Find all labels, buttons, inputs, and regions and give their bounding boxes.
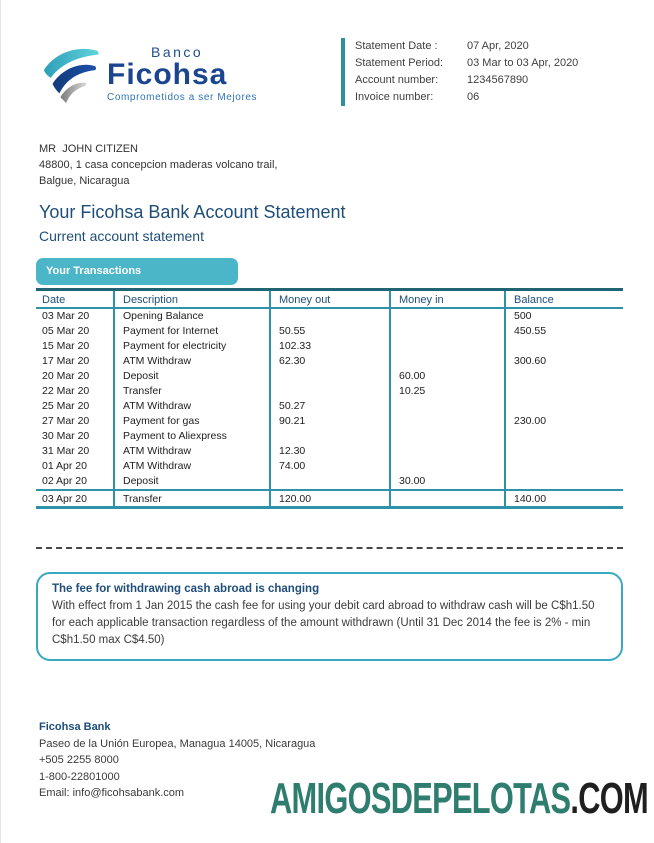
cell-description: Opening Balance xyxy=(113,309,269,324)
watermark xyxy=(270,774,648,824)
table-row-closing xyxy=(36,489,623,506)
cell-money-out xyxy=(269,384,389,399)
cell-money-in: 60.00 xyxy=(389,369,504,384)
cell-date: 17 Mar 20 xyxy=(42,355,90,367)
cell-description: Payment to Aliexpress xyxy=(113,429,269,444)
cell-balance: 300.60 xyxy=(504,354,623,369)
statement-date-label: Statement Date : xyxy=(355,40,438,52)
bank-logo-text xyxy=(107,44,257,106)
cell-money-out xyxy=(269,474,389,489)
cell-money-in xyxy=(389,429,504,444)
cell-balance xyxy=(504,369,623,384)
bank-address: Paseo de la Unión Europea, Managua 14005, Nicaragua xyxy=(39,737,316,750)
page-subtitle: Current account statement xyxy=(39,228,204,244)
cell-balance xyxy=(504,474,623,489)
table-row xyxy=(36,459,623,474)
cell-description: Transfer xyxy=(113,384,269,399)
cell-description: Payment for electricity xyxy=(113,339,269,354)
customer-address-line2: Balgue, Nicaragua xyxy=(39,175,130,187)
cell-date: 05 Mar 20 xyxy=(42,325,90,337)
cell-description: ATM Withdraw xyxy=(113,459,269,474)
cell-money-in xyxy=(389,339,504,354)
table-row xyxy=(36,399,623,414)
cell-money-out xyxy=(269,429,389,444)
bank-phone-2: 1-800-22801000 xyxy=(39,770,120,783)
cell-money-out xyxy=(269,369,389,384)
cell-date: 25 Mar 20 xyxy=(42,400,90,412)
cell-money-in xyxy=(389,399,504,414)
table-header-row xyxy=(36,291,623,309)
table-row xyxy=(36,384,623,399)
table-row xyxy=(36,369,623,384)
cell-date: 01 Apr 20 xyxy=(42,460,87,472)
customer-name: MR JOHN CITIZEN xyxy=(39,143,138,155)
account-number-row xyxy=(355,72,631,89)
fee-notice-box xyxy=(36,572,623,661)
invoice-number-value: 06 xyxy=(467,91,480,103)
statement-period-label: Statement Period: xyxy=(355,57,444,69)
fee-notice-body: With effect from 1 Jan 2015 the cash fee for using your debit card abroad to withdraw cash will be C$h1.50 for each applicable transaction regardless of the amount withdrawn (Until 31 Dec 2014 the fee is 2% - min C$h1.50 max C$4.50) xyxy=(52,600,601,646)
cell-balance xyxy=(504,339,623,354)
cell-money-in xyxy=(389,491,504,506)
cell-money-in xyxy=(389,309,504,324)
cell-money-out: 62.30 xyxy=(269,354,389,369)
column-header-date: Date xyxy=(42,294,66,306)
statement-date-row xyxy=(355,38,631,55)
cell-money-in xyxy=(389,459,504,474)
cell-money-in xyxy=(389,324,504,339)
table-row xyxy=(36,339,623,354)
cell-money-in: 10.25 xyxy=(389,384,504,399)
column-header-money-in: Money in xyxy=(389,291,504,307)
cell-description: ATM Withdraw xyxy=(113,354,269,369)
cell-date: 27 Mar 20 xyxy=(42,415,90,427)
fee-notice-title: The fee for withdrawing cash abroad is changing xyxy=(52,583,320,595)
cell-date: 15 Mar 20 xyxy=(42,340,90,352)
cell-balance xyxy=(504,399,623,414)
cell-money-in xyxy=(389,444,504,459)
cell-description: Payment for Internet xyxy=(113,324,269,339)
table-row xyxy=(36,444,623,459)
cell-money-out: 120.00 xyxy=(269,491,389,506)
customer-address-block xyxy=(39,141,277,189)
page-title: Your Ficohsa Bank Account Statement xyxy=(39,202,346,222)
account-number-label: Account number: xyxy=(355,74,439,86)
cell-description: ATM Withdraw xyxy=(113,399,269,414)
cell-date: 22 Mar 20 xyxy=(42,385,90,397)
bank-phone-1: +505 2255 8000 xyxy=(39,754,119,766)
cell-date: 31 Mar 20 xyxy=(42,445,90,457)
table-row xyxy=(36,354,623,369)
cell-date: 02 Apr 20 xyxy=(42,475,87,487)
account-number-value: 1234567890 xyxy=(467,74,529,86)
table-row xyxy=(36,429,623,444)
bank-name: Ficohsa Bank xyxy=(39,721,111,733)
cell-money-out: 74.00 xyxy=(269,459,389,474)
cell-balance: 230.00 xyxy=(504,414,623,429)
brand-name-main: Ficohsa xyxy=(107,58,228,91)
section-divider xyxy=(36,547,623,549)
statement-info-block xyxy=(341,38,631,106)
cell-money-in xyxy=(389,414,504,429)
customer-address-line1: 48800, 1 casa concepcion maderas volcano trail, xyxy=(39,159,278,171)
cell-balance xyxy=(504,444,623,459)
cell-money-out: 50.55 xyxy=(269,324,389,339)
statement-period-value: 03 Mar to 03 Apr, 2020 xyxy=(467,57,579,69)
watermark-text: AMIGOSDEPELOTAS xyxy=(270,774,571,823)
cell-money-in xyxy=(389,354,504,369)
cell-balance xyxy=(504,459,623,474)
statement-period-row xyxy=(355,55,631,72)
table-row xyxy=(36,309,623,324)
cell-money-out: 90.21 xyxy=(269,414,389,429)
cell-money-out xyxy=(269,309,389,324)
cell-description: Deposit xyxy=(113,369,269,384)
invoice-number-row xyxy=(355,89,631,106)
cell-description: Transfer xyxy=(113,491,269,506)
bank-logo xyxy=(41,44,257,106)
invoice-number-label: Invoice number: xyxy=(355,91,434,103)
cell-date: 03 Mar 20 xyxy=(42,310,90,322)
table-row xyxy=(36,324,623,339)
cell-balance xyxy=(504,384,623,399)
cell-date: 20 Mar 20 xyxy=(42,370,90,382)
column-header-balance: Balance xyxy=(504,291,623,307)
statement-date-value: 07 Apr, 2020 xyxy=(467,40,529,52)
cell-money-out: 12.30 xyxy=(269,444,389,459)
column-header-money-out: Money out xyxy=(269,291,389,307)
table-row xyxy=(36,414,623,429)
cell-description: ATM Withdraw xyxy=(113,444,269,459)
cell-description: Deposit xyxy=(113,474,269,489)
cell-money-out: 102.33 xyxy=(269,339,389,354)
brand-name-top: Banco xyxy=(151,44,204,60)
ficohsa-swoosh-icon xyxy=(41,44,103,106)
cell-balance: 140.00 xyxy=(504,491,623,506)
watermark-suffix: .COM xyxy=(570,774,648,823)
cell-description: Payment for gas xyxy=(113,414,269,429)
cell-balance xyxy=(504,429,623,444)
cell-date: 30 Mar 20 xyxy=(42,430,90,442)
your-transactions-tab: Your Transactions xyxy=(36,258,238,285)
column-header-description: Description xyxy=(113,291,269,307)
cell-balance: 450.55 xyxy=(504,324,623,339)
cell-date: 03 Apr 20 xyxy=(42,493,87,505)
cell-balance: 500 xyxy=(504,309,623,324)
cell-money-in: 30.00 xyxy=(389,474,504,489)
table-row xyxy=(36,474,623,489)
cell-money-out: 50.27 xyxy=(269,399,389,414)
bank-email: Email: info@ficohsabank.com xyxy=(39,787,185,799)
brand-tagline: Comprometidos a ser Mejores xyxy=(107,92,258,103)
transactions-table xyxy=(36,288,623,509)
